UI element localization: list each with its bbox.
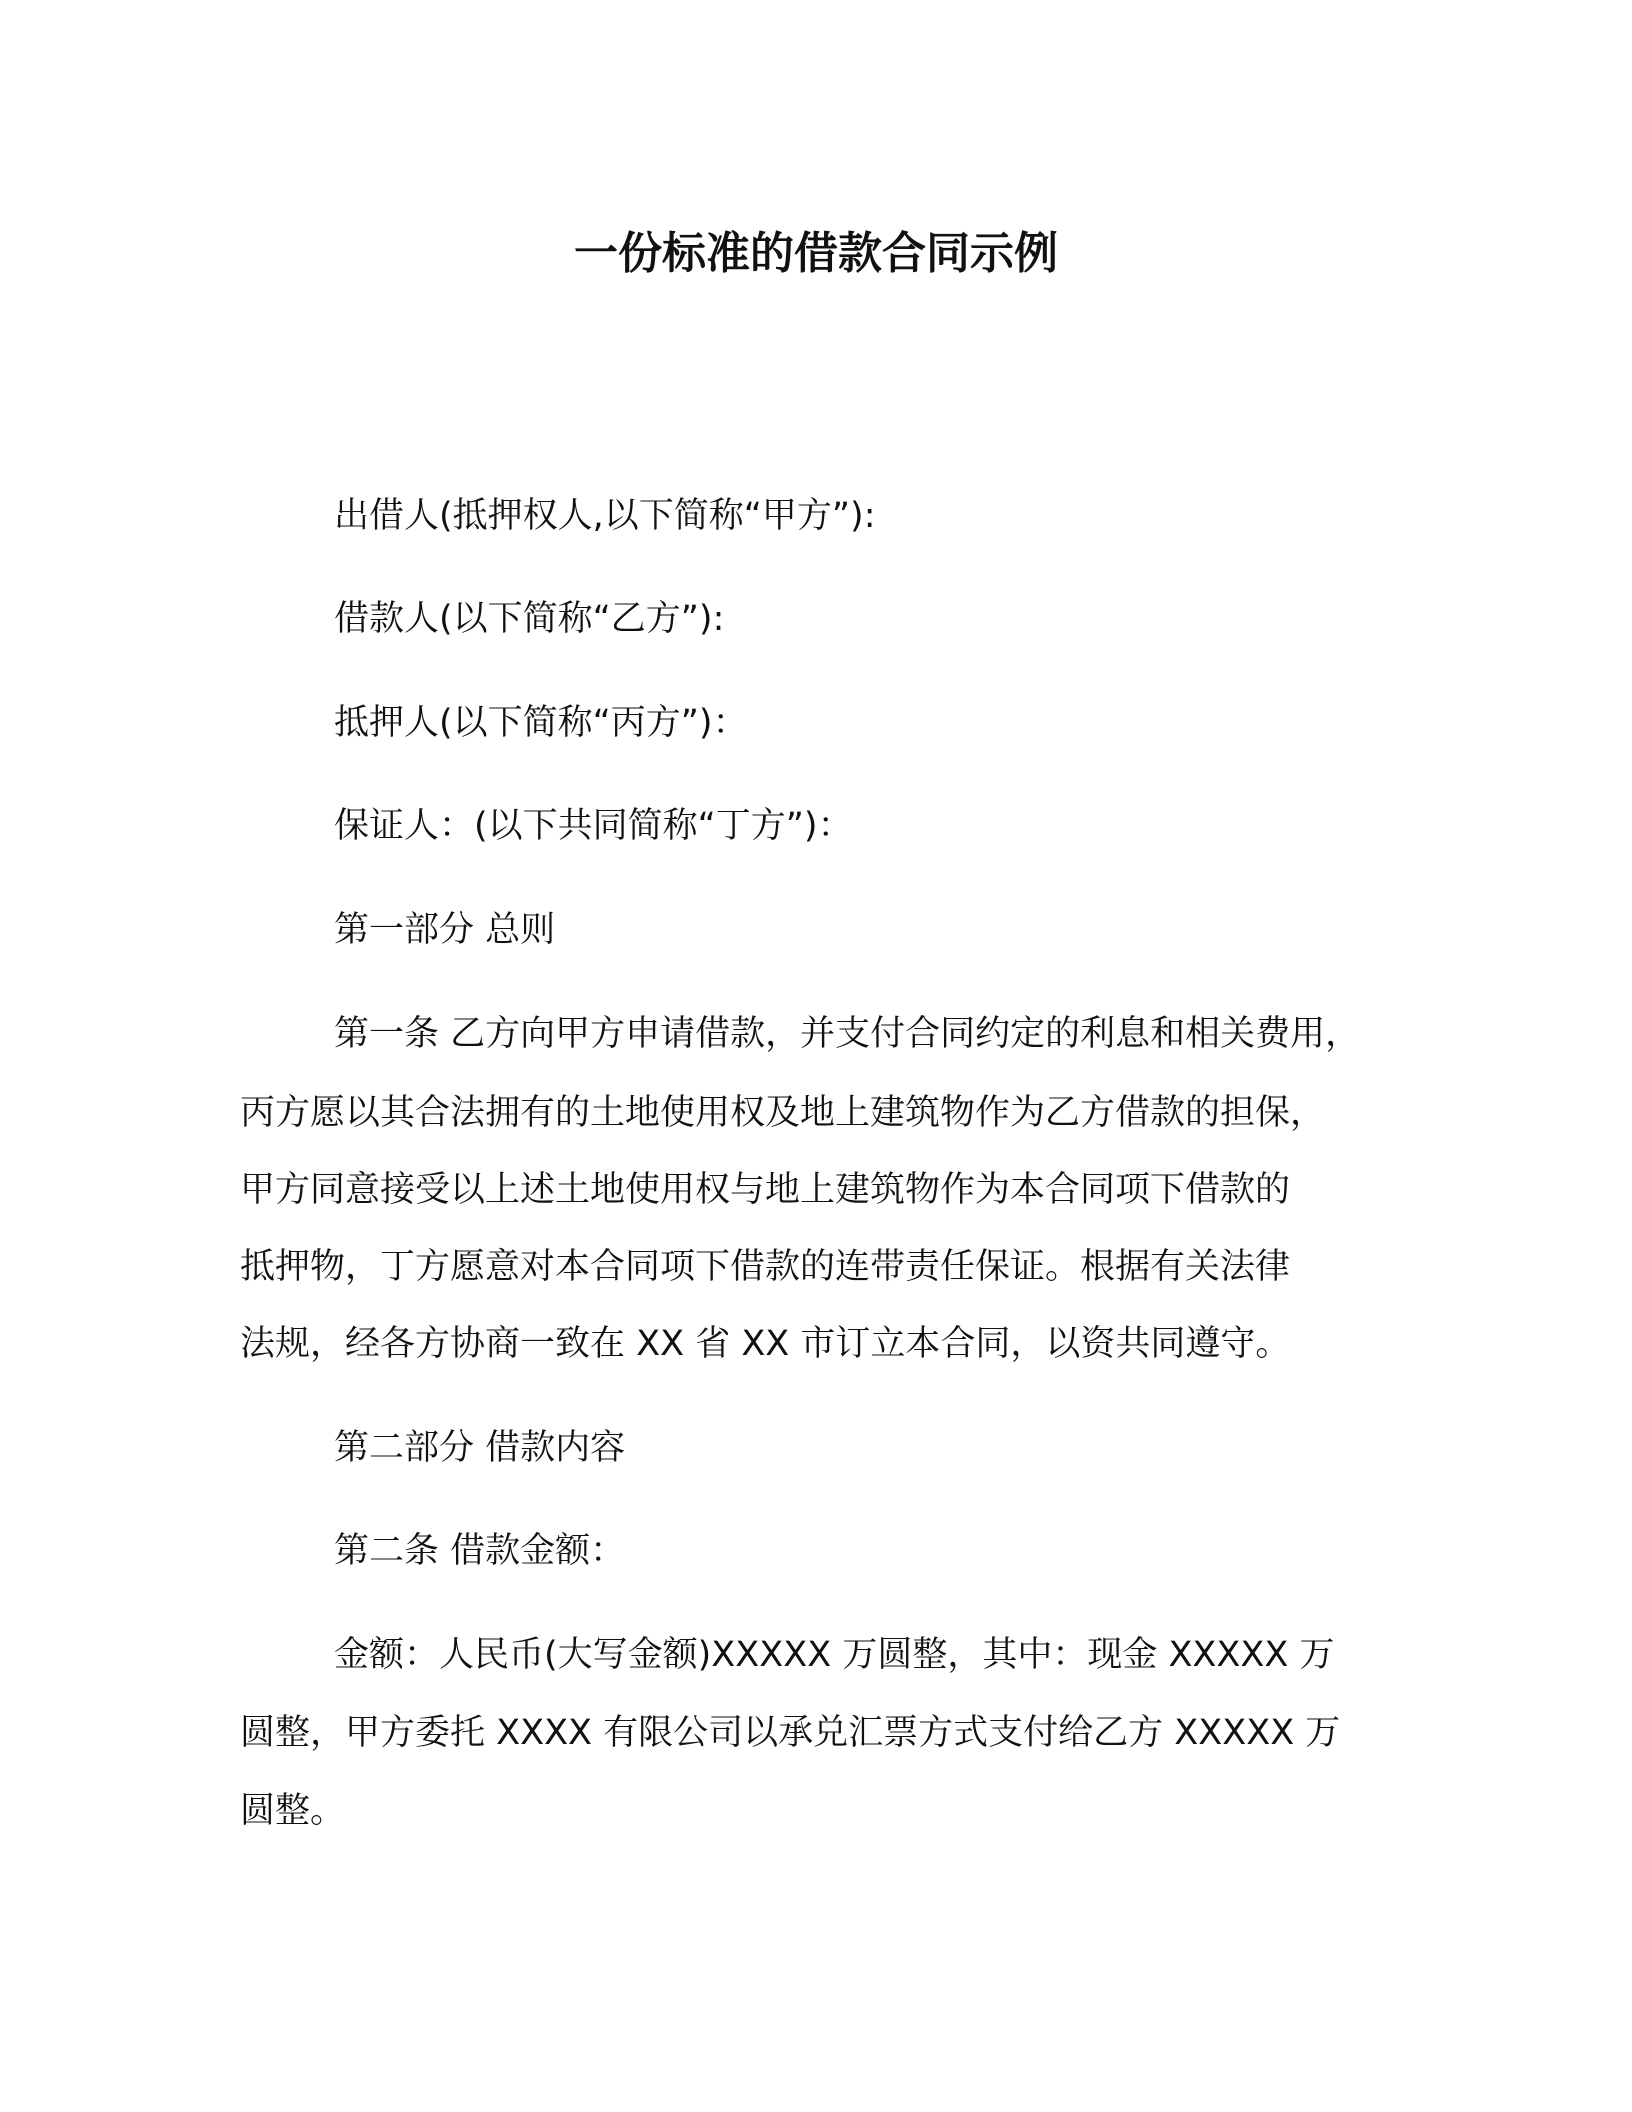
mortgagor-line: 抵押人(以下简称“丙方”)：	[334, 703, 748, 743]
article1-line-5: 法规，经各方协商一致在 XX 省 XX 市订立本合同，以资共同遵守。	[240, 1324, 1291, 1364]
amount-line-2: 圆整，甲方委托 XXXX 有限公司以承兑汇票方式支付给乙方 XXXXX 万	[240, 1713, 1341, 1753]
guarantor-line: 保证人：(以下共同简称“丁方”)：	[334, 806, 853, 846]
borrower-line: 借款人(以下简称“乙方”):	[334, 599, 725, 639]
document-title: 一份标准的借款合同示例	[574, 228, 1058, 279]
article1-line-4: 抵押物，丁方愿意对本合同项下借款的连带责任保证。根据有关法律	[240, 1247, 1291, 1287]
part2-heading: 第二部分 借款内容	[334, 1428, 626, 1468]
lender-line: 出借人(抵押权人,以下简称“甲方”):	[334, 496, 876, 536]
article1-line-3: 甲方同意接受以上述土地使用权与地上建筑物作为本合同项下借款的	[240, 1170, 1291, 1210]
amount-line-1: 金额：人民币(大写金额)XXXXX 万圆整，其中：现金 XXXXX 万	[334, 1635, 1335, 1675]
part1-heading: 第一部分 总则	[334, 910, 556, 950]
article1-line-1: 第一条 乙方向甲方申请借款，并支付合同约定的利息和相关费用，	[334, 1014, 1361, 1054]
amount-line-3: 圆整。	[240, 1791, 346, 1831]
article2-heading: 第二条 借款金额：	[334, 1531, 626, 1571]
article1-line-2: 丙方愿以其合法拥有的土地使用权及地上建筑物作为乙方借款的担保，	[240, 1093, 1326, 1133]
